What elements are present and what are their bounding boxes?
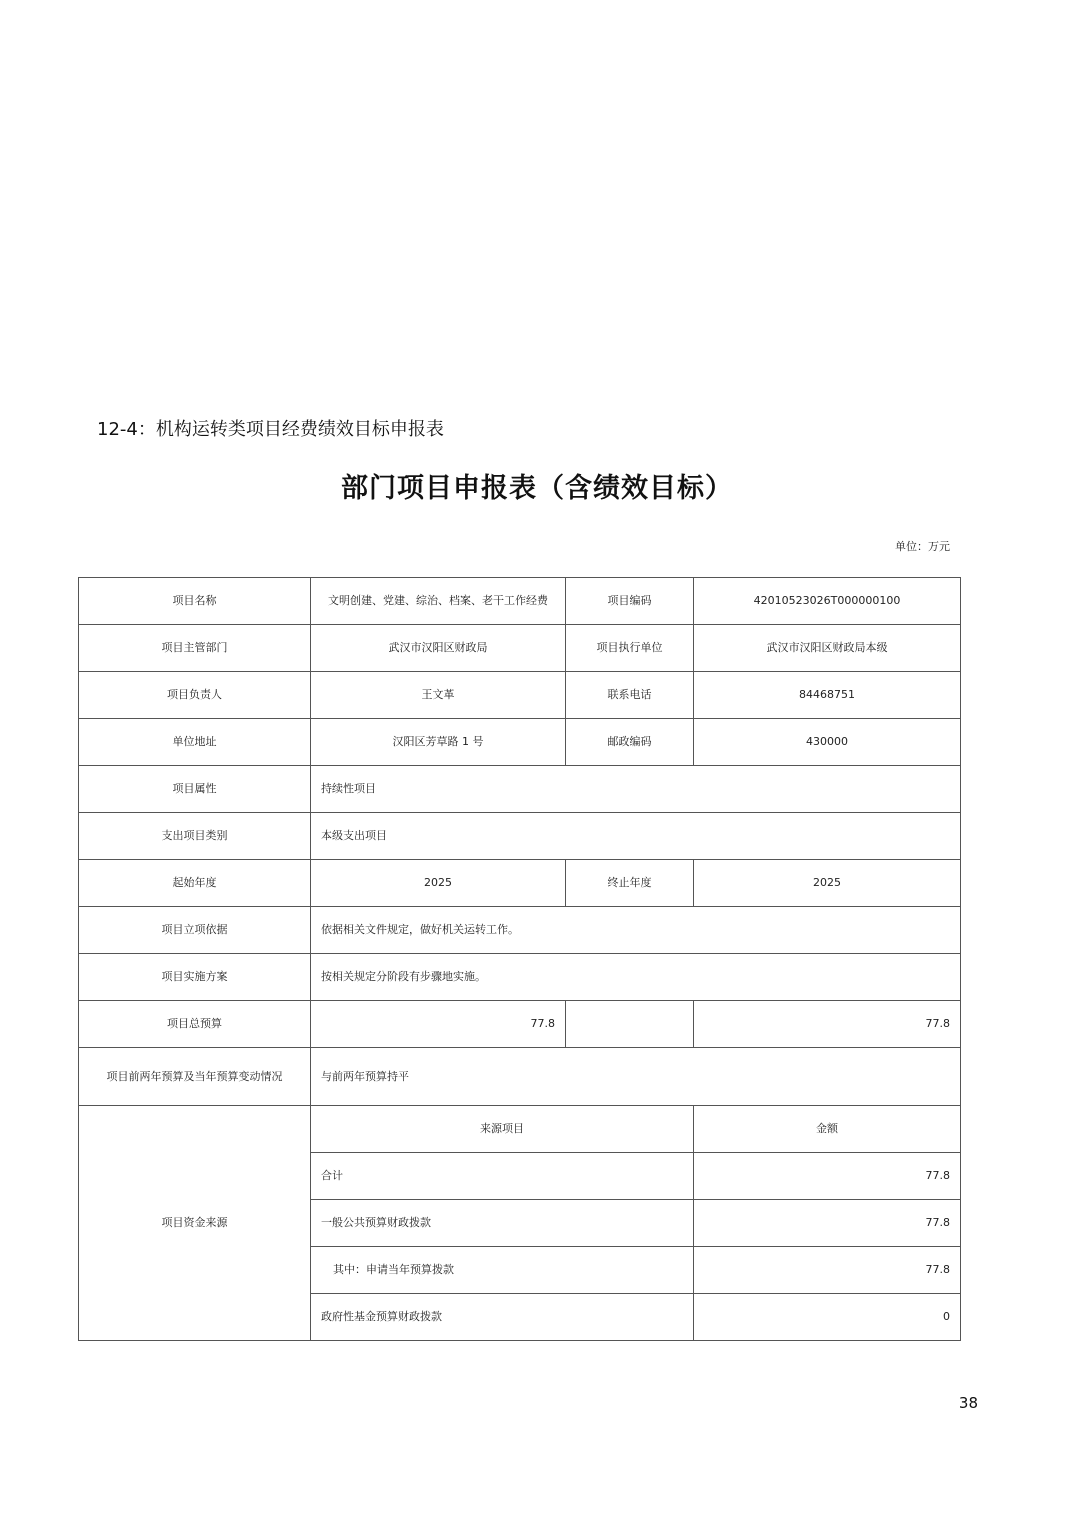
attribute-label: 项目属性 [79,766,311,813]
source-amount: 77.8 [694,1200,961,1247]
owner-label: 项目负责人 [79,672,311,719]
project-name-label: 项目名称 [79,578,311,625]
end-year-value: 2025 [694,860,961,907]
category-label: 支出项目类别 [79,813,311,860]
source-amount: 0 [694,1294,961,1341]
source-amount: 77.8 [694,1247,961,1294]
exec-unit-label: 项目执行单位 [566,625,694,672]
table-row [79,907,961,954]
source-name: 合计 [311,1153,694,1200]
source-name-text: 其中：申请当年预算拨款 [333,1263,454,1276]
empty-cell [566,1001,694,1048]
table-row [79,860,961,907]
table-row [79,813,961,860]
exec-unit-value: 武汉市汉阳区财政局本级 [694,625,961,672]
table-row [79,578,961,625]
category-value: 本级支出项目 [311,813,961,860]
table-row [79,719,961,766]
end-year-label: 终止年度 [566,860,694,907]
plan-label: 项目实施方案 [79,954,311,1001]
postcode-value: 430000 [694,719,961,766]
basis-label: 项目立项依据 [79,907,311,954]
owner-value: 王文革 [311,672,566,719]
start-year-value: 2025 [311,860,566,907]
phone-value: 84468751 [694,672,961,719]
project-form-table [78,577,961,1341]
table-row [79,1048,961,1106]
phone-label: 联系电话 [566,672,694,719]
table-row [79,672,961,719]
start-year-label: 起始年度 [79,860,311,907]
project-name-value: 文明创建、党建、综治、档案、老干工作经费 [311,578,566,625]
section-title: 12-4：机构运转类项目经费绩效目标申报表 [97,419,444,440]
table-row [79,766,961,813]
page-title: 部门项目申报表（含绩效目标） [341,473,733,504]
basis-value: 依据相关文件规定，做好机关运转工作。 [311,907,961,954]
project-code-value: 42010523026T000000100 [694,578,961,625]
table-row [79,1106,961,1153]
plan-value: 按相关规定分阶段有步骤地实施。 [311,954,961,1001]
total-budget-label: 项目总预算 [79,1001,311,1048]
project-code-label: 项目编码 [566,578,694,625]
source-amount: 77.8 [694,1153,961,1200]
attribute-value: 持续性项目 [311,766,961,813]
table-row [79,954,961,1001]
table-row [79,1001,961,1048]
dept-label: 项目主管部门 [79,625,311,672]
source-name: 政府性基金预算财政拨款 [311,1294,694,1341]
source-name: 一般公共预算财政拨款 [311,1200,694,1247]
table-row [79,625,961,672]
dept-value: 武汉市汉阳区财政局 [311,625,566,672]
source-header: 来源项目 [311,1106,694,1153]
source-name [311,1247,694,1294]
unit-label: 单位：万元 [895,540,950,553]
change-label: 项目前两年预算及当年预算变动情况 [79,1048,311,1106]
change-value: 与前两年预算持平 [311,1048,961,1106]
address-value: 汉阳区芳草路 1 号 [311,719,566,766]
page-number: 38 [958,1394,978,1412]
total-budget-value: 77.8 [311,1001,566,1048]
amount-header: 金额 [694,1106,961,1153]
total-budget-value-2: 77.8 [694,1001,961,1048]
address-label: 单位地址 [79,719,311,766]
postcode-label: 邮政编码 [566,719,694,766]
fund-source-label: 项目资金来源 [79,1106,311,1341]
